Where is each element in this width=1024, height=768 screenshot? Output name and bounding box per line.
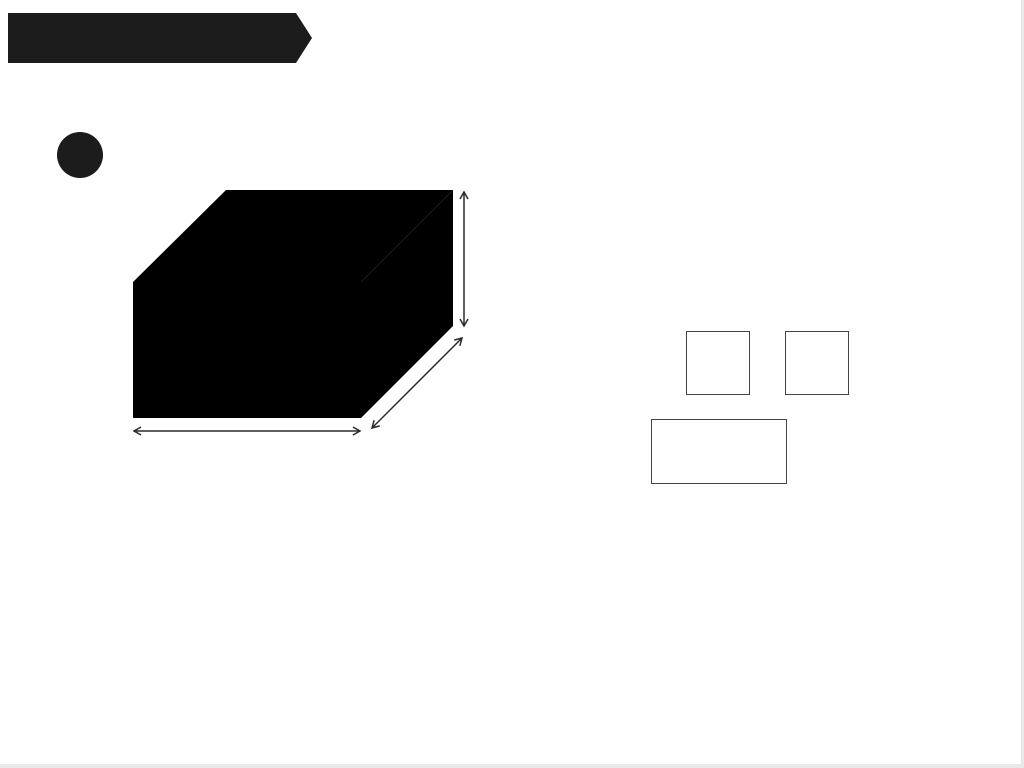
bottom-border xyxy=(0,764,1024,768)
cuboid-front-face xyxy=(133,282,361,418)
volume-answer-box[interactable] xyxy=(651,419,787,484)
breadth-answer-box[interactable] xyxy=(686,331,750,395)
height-answer-box[interactable] xyxy=(785,331,849,395)
